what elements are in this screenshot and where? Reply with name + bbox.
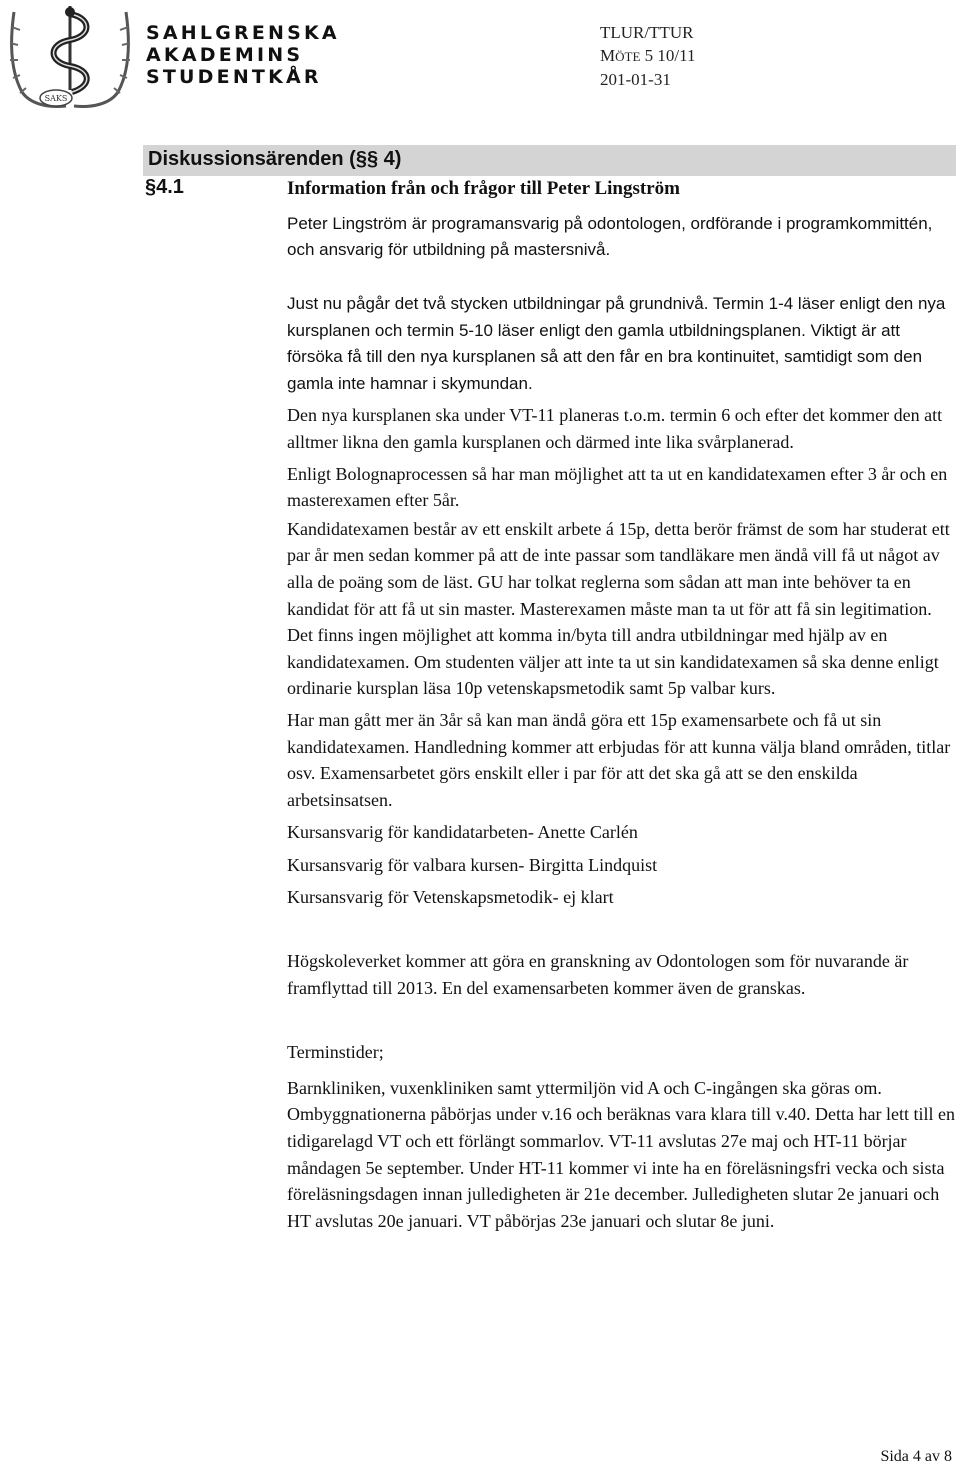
paragraph-bologna: Enligt Bolognaprocessen så har man möjlighet att ta ut en kandidatexamen efter 3 år och en masterexamen efter 5år. [287, 463, 948, 511]
document-meta [600, 21, 696, 91]
item-content [287, 211, 955, 1234]
section-title: Diskussionsärenden (§§ 4) [148, 148, 402, 170]
logo-lettering: SAKS [44, 94, 68, 103]
meeting-small-caps: ÖTE [615, 49, 641, 64]
item-title: Information från och frågor till Peter Lingström [287, 178, 680, 199]
page-number: Sida 4 av 8 [880, 1448, 952, 1465]
paragraph-kandidatexamen: Kandidatexamen består av ett enskilt arbete á 15p, detta berör främst de som har studerat ett par år men sedan kommer på att de inte passar som tandläkare men ändå vill få ut något av alla de poäng som de läst. GU har tolkat reglerna som sådan att man inte behöver ta en kandidat för att få ut sin master. Masterexamen måste man ta ut för att få sin legitimation. Det finns ingen möjlighet att komma in/byta till andra utbildningar med hjälp av en kandidatexamen. Om studenten väljer att inte ta ut sin kandidatexamen så ska denne enligt ordinarie kursplan läsa 10p vetenskapsmetodik samt 5p valbar kurs. [287, 518, 950, 699]
paragraph-intro: Peter Lingström är programansvarig på odontologen, ordförande i programkommittén, och ansvarig för utbildning på mastersnivå. [287, 214, 933, 259]
paragraph-examensarbete: Har man gått mer än 3år så kan man ändå göra ett 15p examensarbete och få ut sin kandidatexamen. Handledning kommer att erbjudas för att kunna välja bland områden, titlar osv. Examensarbetet görs enskilt eller i par för att det ska gå att se den enskilda arbetsinsatsen. [287, 709, 951, 810]
course-responsible-3: Kursansvarig för Vetenskapsmetodik- ej klart [287, 887, 614, 908]
paragraph-kursplan: Den nya kursplanen ska under VT-11 planeras t.o.m. termin 6 och efter det kommer den att alltmer likna den gamla kursplanen och därmed inte lika svårplanerad. [287, 405, 943, 452]
paragraph-terminstider: Barnkliniken, vuxenkliniken samt yttermiljön vid A och C-ingången ska göras om. Ombyggnationerna påbörjas under v.16 och beräknas vara klara till v.40. Detta har lett till en tidigarelagd VT och ett förlängt sommarlov. VT-11 avslutas 27e maj och HT-11 börjar måndagen 5e september. Under HT-11 kommer vi inte ha en föreläsningsfri vecka och sista föreläsningsdagen innan julledigheten är 21e december. Julledigheten slutar 2e januari och HT avslutas 20e januari. VT påbörjas 23e januari och slutar 8e juni. [287, 1077, 955, 1231]
org-line-2: AKADEMINS [146, 44, 304, 66]
meta-title: TLUR/TTUR [600, 23, 694, 42]
studentkar-logo [0, 0, 140, 112]
meeting-number [600, 44, 696, 68]
organization-name [146, 22, 340, 88]
snake-emblem-icon [0, 0, 140, 112]
course-responsible-2: Kursansvarig för valbara kursen- Birgitta Lindquist [287, 854, 658, 875]
course-responsible-1: Kursansvarig för kandidatarbeten- Anette Carlén [287, 822, 638, 843]
meeting-date: 201-01-31 [600, 70, 671, 89]
meeting-prefix: M [600, 46, 616, 65]
paragraph-hogskoleverket: Högskoleverket kommer att göra en granskning av Odontologen som för nuvarande är framflyttad till 2013. En del examensarbeten kommer även de granskas. [287, 951, 909, 998]
meeting-value: 5 10/11 [644, 46, 696, 65]
org-line-1: SAHLGRENSKA [146, 22, 340, 44]
item-number: §4.1 [145, 176, 184, 198]
terminstider-heading: Terminstider; [287, 1042, 384, 1063]
paragraph-grundniva: Just nu pågår det två stycken utbildningar på grundnivå. Termin 1-4 läser enligt den nya kursplanen och termin 5-10 läser enligt den gamla utbildningsplanen. Viktigt är att försöka få till den nya kursplanen så att den får en bra kontinuitet, samtidigt som den gamla inte hamnar i skymundan. [287, 294, 946, 393]
org-line-3: STUDENTKÅR [146, 66, 322, 88]
